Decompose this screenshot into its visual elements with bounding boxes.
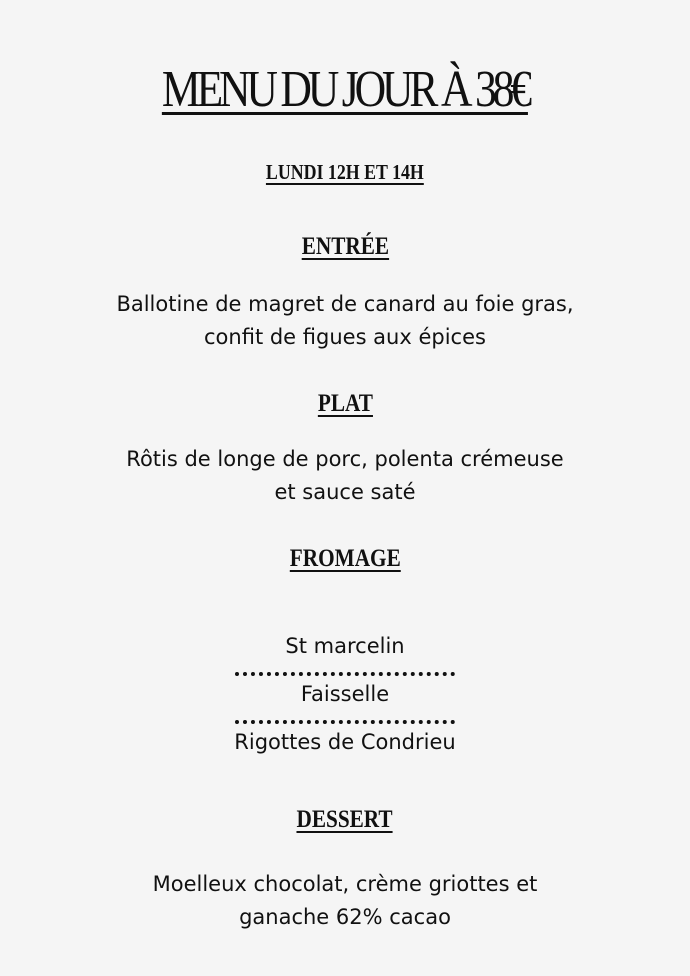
dessert-heading-text: DESSERT <box>296 806 394 833</box>
menu-title-text: MENU DU JOUR À 38€ <box>161 61 529 118</box>
entree-heading-text: ENTRÉE <box>301 233 389 260</box>
service-times <box>0 160 690 185</box>
section-heading-entree <box>0 233 690 261</box>
service-times-text: LUNDI 12H ET 14H <box>266 160 424 184</box>
dessert-line: ganache 62% cacao <box>239 905 451 929</box>
cheese-item: St marcelin <box>285 634 405 658</box>
entree-description <box>0 288 690 354</box>
cheese-item: Faisselle <box>300 682 390 706</box>
plat-line: Rôtis de longe de porc, polenta crémeuse <box>126 447 564 471</box>
entree-line: confit de figues aux épices <box>204 325 486 349</box>
plat-heading-text: PLAT <box>317 390 373 417</box>
dessert-line: Moelleux chocolat, crème griottes et <box>152 872 538 896</box>
menu-title <box>0 60 690 119</box>
section-heading-plat <box>0 390 690 418</box>
plat-line: et sauce saté <box>274 480 416 504</box>
entree-line: Ballotine de magret de canard au foie gras, <box>116 292 574 316</box>
fromage-heading-text: FROMAGE <box>289 545 401 572</box>
section-heading-dessert <box>0 806 690 834</box>
section-heading-fromage <box>0 545 690 573</box>
dessert-description <box>0 868 690 934</box>
cheese-list <box>0 628 690 760</box>
cheese-item: Rigottes de Condrieu <box>234 730 456 754</box>
plat-description <box>0 443 690 509</box>
